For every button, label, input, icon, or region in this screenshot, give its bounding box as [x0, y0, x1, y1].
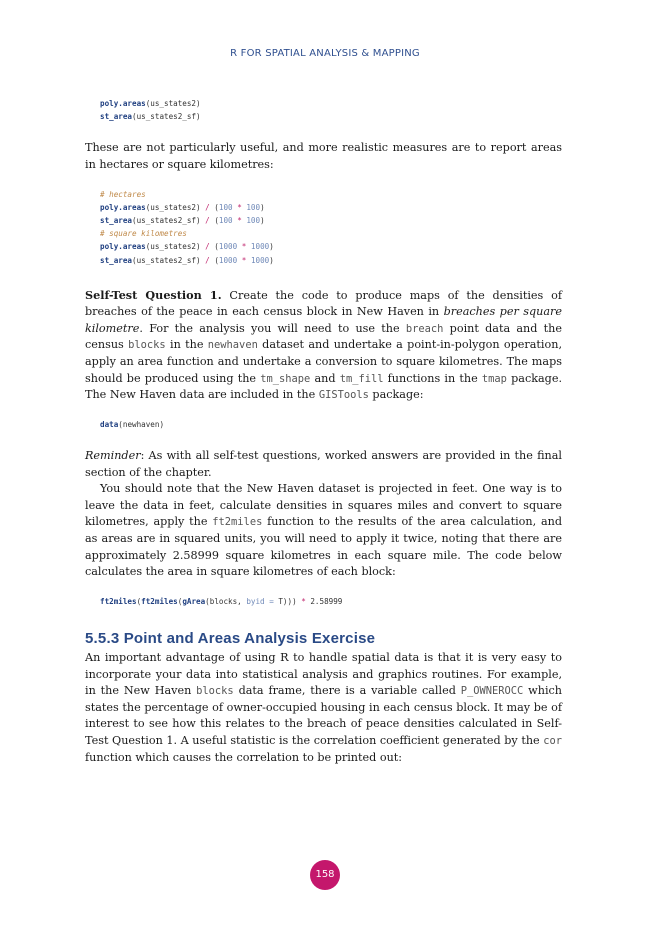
inline-code: GISTools [318, 389, 369, 402]
text-run: : As with all self-test questions, worked answers are provided in the final section of the chapter. [85, 449, 562, 479]
code-number: 1000 [218, 255, 238, 265]
text-run: Create the code to produce maps of the densities of breaches of the peace in each census block in New Haven in [85, 288, 562, 319]
inline-code: tm_shape [260, 372, 311, 385]
code-line [100, 214, 562, 227]
feet-paragraph [85, 481, 562, 581]
code-text: ( [209, 255, 219, 265]
text-run: which states the percentage of owner-occupied housing in each census block. It may be of interest to see how this relates to the breach of peace densities calculated in Self-Test Question 1. A useful statistic is the correlation coefficient generated by the [85, 684, 562, 747]
exercise-paragraph [85, 650, 562, 766]
text-run: in the [165, 338, 208, 352]
code-line [100, 97, 562, 110]
code-number: 2.58999 [310, 596, 343, 606]
code-number: 1000 [218, 242, 238, 252]
code-text: ( [177, 596, 183, 606]
code-args: (us_states2_sf) [132, 255, 206, 265]
text-run: function which causes the correlation to be printed out: [85, 750, 403, 764]
section-heading: 5.5.3 Point and Areas Analysis Exercise [85, 629, 376, 647]
page-content [85, 97, 562, 766]
text-run: package: [368, 388, 424, 402]
code-number: 100 [218, 215, 233, 225]
text-run: data frame, there is a variable called [233, 684, 461, 698]
inline-code: P_OWNEROCC [460, 685, 524, 698]
code-block-data [100, 418, 562, 431]
code-operator: / [205, 215, 210, 225]
reminder-paragraph [85, 448, 562, 481]
code-function: st_area [100, 215, 133, 225]
code-text: ) [269, 242, 274, 252]
italic-text: breaches per square kilometre [85, 305, 563, 335]
inline-code: tmap [481, 372, 507, 385]
code-args: (blocks, [205, 596, 247, 606]
code-block-ft2miles [100, 595, 562, 608]
code-line [100, 201, 562, 214]
code-number: 1000 [250, 242, 270, 252]
code-number: 100 [246, 215, 261, 225]
code-operator: * [237, 215, 242, 225]
inline-code: newhaven [207, 339, 258, 352]
code-function: ft2miles [100, 596, 137, 606]
code-text: ( [209, 202, 219, 212]
text-run: function to the results of the area calculation, and as areas are in squared units, you will need to apply it twice, noting that there are approximately 2.58999 square kilometres in each square mile. The code below calculates the area in square kilometres of each block: [85, 515, 562, 579]
page-number-badge: 158 [310, 860, 340, 890]
code-line [100, 595, 562, 608]
text-run: You should note that the New Haven dataset is projected in feet. One way is to leave the data in feet, calculate densities in squares miles and convert to square kilometres, apply the [85, 482, 562, 529]
code-args: (us_states2_sf) [132, 215, 206, 225]
code-function: gArea [182, 596, 206, 606]
code-line [100, 254, 562, 267]
code-line [100, 240, 562, 253]
code-operator: / [205, 255, 210, 265]
code-block-conversions [100, 188, 562, 267]
code-number: 1000 [250, 255, 270, 265]
code-function: poly.areas [100, 99, 146, 108]
code-text: ))) [282, 596, 297, 606]
reminder-label: Reminder [85, 449, 141, 463]
code-function: poly.areas [100, 202, 146, 212]
code-function: ft2miles [141, 596, 178, 606]
code-text: ( [209, 242, 219, 252]
code-text: ( [136, 596, 142, 606]
code-operator: * [296, 596, 311, 606]
code-text: ) [269, 255, 274, 265]
text-run: point data and the census [85, 321, 562, 352]
code-comment: # square kilometres [100, 229, 187, 239]
code-number: 100 [218, 202, 233, 212]
text-run: functions in the [383, 371, 482, 385]
code-text: ( [209, 215, 219, 225]
code-operator: * [241, 255, 247, 265]
code-number: 100 [246, 202, 261, 212]
text-run: and [310, 371, 340, 385]
code-args: (us_states2) [145, 202, 206, 212]
text-run: dataset and undertake a point-in-polygon operation, apply an area function and undertake a conversion to square kilometres. The maps should be produced using the [85, 338, 563, 385]
code-args: (us_states2) [145, 242, 206, 252]
code-line [100, 110, 562, 123]
code-argument: byid [246, 596, 265, 606]
code-line [100, 418, 562, 431]
text-run: package. The New Haven data are included in the [85, 371, 563, 402]
code-operator: * [237, 202, 242, 212]
code-function: data [100, 419, 119, 429]
inline-code: tm_fill [339, 372, 384, 385]
inline-code: breach [405, 322, 444, 335]
text-run: . For the analysis you will need to use the [139, 321, 406, 335]
code-function: st_area [100, 255, 133, 265]
code-args: (us_states2) [145, 99, 201, 108]
code-operator: * [241, 242, 247, 252]
code-operator: / [205, 242, 210, 252]
code-value: T [278, 596, 283, 606]
running-header: R FOR SPATIAL ANALYSIS & MAPPING [230, 48, 420, 59]
inline-code: blocks [196, 685, 234, 698]
text-run: An important advantage of using R to handle spatial data is that it is very easy to incorporate your data into statistical analysis and graphics routines. For example, in the New Haven [85, 650, 562, 698]
self-test-question [85, 287, 562, 404]
code-operator: = [264, 596, 279, 606]
paragraph-realistic-measures: These are not particularly useful, and more realistic measures are to report areas in hectares or square kilometres: [85, 141, 562, 171]
inline-code: blocks [128, 339, 166, 352]
inline-code: ft2miles [212, 516, 263, 529]
code-block-areas [100, 97, 562, 123]
self-test-label: Self-Test Question 1. [85, 287, 222, 302]
code-comment: # hectares [100, 189, 146, 199]
code-args: (us_states2_sf) [132, 112, 201, 122]
code-function: poly.areas [100, 242, 146, 252]
code-text: ) [260, 215, 265, 225]
code-operator: / [205, 202, 210, 212]
code-text: ) [260, 202, 265, 212]
code-function: st_area [100, 112, 133, 122]
inline-code: cor [543, 734, 562, 747]
code-args: (newhaven) [118, 419, 165, 429]
